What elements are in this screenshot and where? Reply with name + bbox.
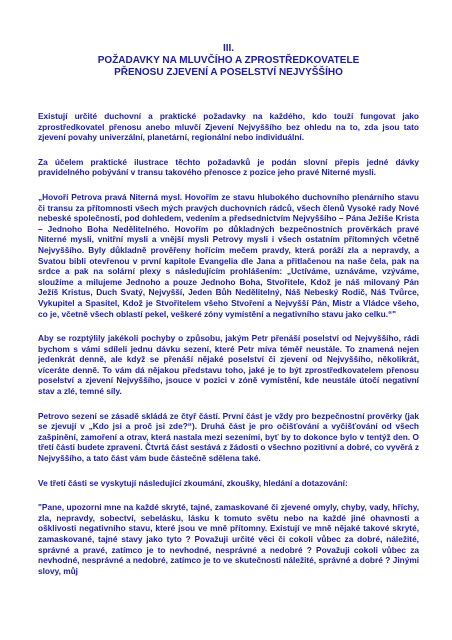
paragraph-purpose: Za účelem praktické ilustrace těchto požadavků je podán slovní přepis jedné dávky pravidelného pobývání v transu takového přenosce z pozice jeho pravé Niterné mysli. xyxy=(38,156,419,178)
chapter-title-line-2: PŘENOSU ZJEVENÍ A POSELSTVÍ NEJVYŠŠÍHO xyxy=(114,67,343,78)
paragraph-session-parts: Petrovo sezení se zásadě skládá ze čtyř částí. První část je vždy pro bezpečnostní prověrky (jak se zjevují v „Kdo jsi a proč jsi zde?“). Druhá část je pro očišťování a vyčišťování od všech zašpinění, zamoření a otrav, která nastala mezi sezeními, byť by to dokonce bylo v tentýž den. O třetí části budete zpraveni. Čtvrtá část sestává z žádosti o všechno pozitivní a dobré, co vyvěrá z Nejvyššího, a tato část vám bude částečně sdělena také. xyxy=(38,410,419,464)
chapter-heading xyxy=(38,43,419,79)
paragraph-third-part-intro: Ve třetí části se vyskytují následující zkoumání, zkoušky, hledání a dotazování: xyxy=(38,477,348,488)
paragraph-transcript: „Hovoří Petrova pravá Niterná mysl. Hovořím ze stavu hlubokého duchovního plenárního stavu či transu za přítomnosti všech mých pravých duchovních rádců, všech členů Vysoké rady Nové nebeské společnosti, pod dohledem, vedením a předsednictvím Nejvyššího – Pána Ježíše Krista – Jednoho Boha Nedělitelného. Hovořím po důkladných bezpečnostních prověrkách pravé Niterné mysli, vnitřní mysli a vnější mysli Petrovy mysli i všech ostatním přítomných včetně Nejvyššího. Byly důkladně prověřeny hořícím mečem pravdy, která poráží zla a nepravdy, a Svatou bibli otevřenou v první kapitole Evangelia dle Jana a přitlačenou na naše čela, pak na srdce a pak na solární plexy s následujícím prohlášením: „Uctíváme, uznáváme, vzýváme, sloužíme a milujeme Jednoho a pouze Jednoho Boha, Stvořitele, Kdož je náš milovaný Pán Ježíš Kristus, Duch Svatý, Nejvyšší, Jeden Bůh Nedělitelný, Náš Nebeský Rodič, Náš Tvůrce, Vykupitel a Spasitel, Kdož je Stvořitelem všeho Stvoření a Nejvyšší Pán, Mistr a Vládce všeho, co je, včetně všech oblastí pekel, veškeré zóny vymístění a negativního stavu jako celku.“" xyxy=(38,191,419,319)
chapter-number: III. xyxy=(222,43,235,54)
chapter-title-line-1: POŽADAVKY NA MLUVČÍHO A ZPROSTŘEDKOVATELE xyxy=(97,55,360,66)
paragraph-intro: Existují určité duchovní a praktické požadavky na každého, kdo touží fungovat jako zprostředkovatel přenosu anebo mluvčí Zjevení Nejvyššího bez ohledu na to, zda jsou tato zjevení povahy univerzální, planetární, regionální nebo individuální. xyxy=(38,111,419,143)
paragraph-session-explanation: Aby se rozptýlily jakékoli pochyby o způsobu, jakým Petr přenáší poselství od Nejvyššího, rádi bychom s vámi sdíleli jednu dávku sezení, které Petr míva téměř neustále. To znamená nejen jedenkrát denně, ale když se přenáší nějaké poselství či zjevení od Nejvyššího, několikrát, víceráte denně. To vám dá nějakou představu toho, jaké je to být zprostředkovatelem přenosu poselství a zjevení Nejvyššího, jsouce v pozici v zóně vymístění, kde neustále útočí negativní stav a zlé, temné síly. xyxy=(38,333,419,397)
paragraph-prayer-quote: "Pane, upozorni mne na každé skryté, tajné, zamaskované či zjevené omyly, chyby, vady, hříchy, zla, nepravdy, sobectví, sebelásku, lásku k tomuto světu nebo na každé jiné ohavnosti a ošklivosti negativního stavu, které jsou ve mně přítomny. Existují ve mně nějaké takové skryté, zamaskované, tajné stavy jako tyto ? Považuji určité věci či cokoli vůbec za dobré, náležité, správné a pravé, zatímco je to nevhodné, nesprávné a nedobré ? Považuji cokoli vůbec za nevhodné, nesprávné a nedobré, zatímco je to ve skutečnosti náležité, správné a dobré ? Jinými slovy, můj xyxy=(38,502,419,576)
